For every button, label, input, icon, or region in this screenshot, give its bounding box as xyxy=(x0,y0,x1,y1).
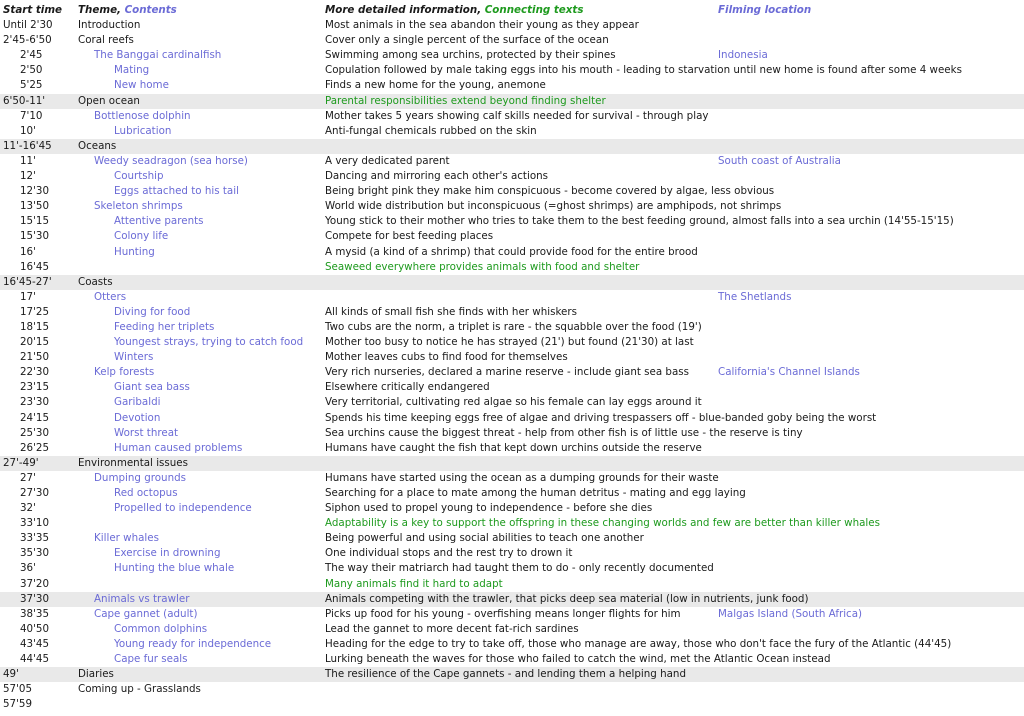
contents-cell: The Banggai cardinalfish xyxy=(94,49,222,62)
contents-cell: Young ready for independence xyxy=(114,637,272,650)
header-connecting: Connecting texts xyxy=(484,4,584,16)
start-time-cell: 15'15 xyxy=(20,215,50,228)
start-time-cell: 5'25 xyxy=(20,79,43,92)
table-row xyxy=(0,637,1024,652)
info-cell: Most animals in the sea abandon their young as they appear xyxy=(325,19,639,32)
table-row xyxy=(0,320,1024,335)
contents-cell: Colony life xyxy=(114,230,169,243)
table-row xyxy=(0,350,1024,365)
contents-cell: Eggs attached to his tail xyxy=(114,185,239,198)
table-row xyxy=(0,290,1024,305)
contents-cell: Red octopus xyxy=(114,487,178,499)
start-time-cell: 57'05 xyxy=(3,683,33,696)
theme-cell: Coasts xyxy=(78,275,113,288)
table-row xyxy=(0,305,1024,320)
start-time-cell: 37'30 xyxy=(20,592,50,605)
contents-cell: Mating xyxy=(114,64,150,77)
info-cell: Spends his time keeping eggs free of algae and driving trespassers off - blue-banded goby being the worst xyxy=(325,411,877,424)
info-cell: World wide distribution but inconspicuous (=ghost shrimps) are amphipods, not shrimps xyxy=(325,200,782,213)
info-cell: Sea urchins cause the biggest threat - help from other fish is of little use - the reserve is tiny xyxy=(325,426,803,439)
table-row xyxy=(0,607,1024,622)
header-location: Filming location xyxy=(718,4,812,16)
start-time-cell: 23'30 xyxy=(20,396,50,409)
table-row xyxy=(0,561,1024,576)
contents-cell: Propelled to independence xyxy=(114,502,252,515)
start-time-cell: 23'15 xyxy=(20,381,50,394)
table-row xyxy=(0,546,1024,561)
table-row xyxy=(0,275,1024,290)
info-cell: Compete for best feeding places xyxy=(325,230,494,243)
connecting-text-cell: Parental responsibilities extend beyond finding shelter xyxy=(325,94,606,107)
start-time-cell: 12'30 xyxy=(20,185,50,198)
start-time-cell: 40'50 xyxy=(20,622,50,635)
table-row xyxy=(0,441,1024,456)
info-cell: Humans have caught the fish that kept down urchins outside the reserve xyxy=(325,441,702,454)
table-row xyxy=(0,139,1024,154)
contents-cell: Youngest strays, trying to catch food xyxy=(114,336,304,349)
table-row xyxy=(0,592,1024,607)
connecting-text-cell: Many animals find it hard to adapt xyxy=(325,577,503,590)
table-row xyxy=(0,33,1024,48)
info-cell: Searching for a place to mate among the human detritus - mating and egg laying xyxy=(325,487,746,499)
contents-cell: Killer whales xyxy=(94,532,159,545)
info-cell: Anti-fungal chemicals rubbed on the skin xyxy=(325,124,537,137)
start-time-cell: 44'45 xyxy=(20,653,50,666)
start-time-cell: 32' xyxy=(20,502,36,515)
contents-cell: Hunting xyxy=(114,245,155,258)
table-row xyxy=(0,516,1024,531)
table-row xyxy=(0,335,1024,350)
contents-cell: Cape gannet (adult) xyxy=(94,607,198,620)
start-time-cell: 15'30 xyxy=(20,230,50,243)
info-cell: Humans have started using the ocean as a dumping grounds for their waste xyxy=(325,471,719,484)
info-cell: All kinds of small fish she finds with her whiskers xyxy=(325,305,577,318)
start-time-cell: 16'45 xyxy=(20,260,50,273)
contents-cell: New home xyxy=(114,79,169,92)
contents-cell: Feeding her triplets xyxy=(114,320,215,333)
header-info-label: More detailed information, xyxy=(325,4,482,16)
info-cell: A very dedicated parent xyxy=(325,154,450,167)
table-row xyxy=(0,365,1024,380)
contents-cell: Hunting the blue whale xyxy=(114,562,235,575)
table-row xyxy=(0,260,1024,275)
table-row xyxy=(0,471,1024,486)
contents-cell: Dumping grounds xyxy=(94,471,187,484)
info-cell: Dancing and mirroring each other's actions xyxy=(325,170,549,183)
table-row xyxy=(0,109,1024,124)
info-cell: Mother takes 5 years showing calf skills needed for survival - through play xyxy=(325,109,709,122)
table-row xyxy=(0,229,1024,244)
start-time-cell: 10' xyxy=(20,124,36,137)
table-row xyxy=(0,78,1024,93)
start-time-cell: 33'35 xyxy=(20,532,50,545)
filming-location-cell: Indonesia xyxy=(718,49,768,62)
filming-location-cell: California's Channel Islands xyxy=(718,366,860,379)
start-time-cell: 24'15 xyxy=(20,411,50,424)
info-cell: A mysid (a kind of a shrimp) that could provide food for the entire brood xyxy=(325,245,698,258)
table-row xyxy=(0,380,1024,395)
table-row xyxy=(0,667,1024,682)
table-row xyxy=(0,154,1024,169)
start-time-cell: 33'10 xyxy=(20,517,50,530)
header-theme-label: Theme, xyxy=(78,4,121,16)
start-time-cell: 21'50 xyxy=(20,351,50,364)
theme-cell: Introduction xyxy=(78,19,141,32)
info-cell: Elsewhere critically endangered xyxy=(325,381,490,394)
table-row xyxy=(0,214,1024,229)
start-time-cell: 2'50 xyxy=(20,64,43,77)
theme-cell: Oceans xyxy=(78,139,117,152)
contents-cell: Devotion xyxy=(114,411,161,424)
info-cell: Being powerful and using social abilities to teach one another xyxy=(325,532,644,545)
contents-cell: Courtship xyxy=(114,170,164,183)
info-cell: Lead the gannet to more decent fat-rich sardines xyxy=(325,622,579,635)
filming-location-cell: Malgas Island (South Africa) xyxy=(718,607,863,620)
theme-cell: Environmental issues xyxy=(78,456,189,469)
contents-cell: Kelp forests xyxy=(94,366,155,379)
start-time-cell: 38'35 xyxy=(20,607,50,620)
table-row xyxy=(0,426,1024,441)
theme-cell: Coral reefs xyxy=(78,34,134,47)
start-time-cell: 27'30 xyxy=(20,487,50,499)
contents-cell: Attentive parents xyxy=(114,215,204,228)
info-cell: Being bright pink they make him conspicuous - become covered by algae, less obvious xyxy=(325,185,775,198)
contents-cell: Cape fur seals xyxy=(114,653,188,666)
info-cell: Picks up food for his young - overfishing means longer flights for him xyxy=(325,607,681,620)
info-cell: The resilience of the Cape gannets - and lending them a helping hand xyxy=(325,668,686,681)
table-row xyxy=(0,124,1024,139)
start-time-cell: 12' xyxy=(20,170,36,183)
info-cell: Mother too busy to notice he has strayed (21') but found (21'30) at last xyxy=(325,336,694,349)
info-cell: Heading for the edge to try to take off, those who manage are away, those who don't face the fury of the Atlantic (44'45) xyxy=(325,637,952,650)
start-time-cell: Until 2'30 xyxy=(3,19,53,32)
connecting-text-cell: Adaptability is a key to support the offspring in these changing worlds and few are better than killer whales xyxy=(325,517,880,530)
table-row xyxy=(0,48,1024,63)
table-row xyxy=(0,486,1024,501)
header-info xyxy=(325,3,1015,18)
start-time-cell: 49' xyxy=(3,668,19,681)
theme-cell: Open ocean xyxy=(78,94,140,107)
table-row xyxy=(0,184,1024,199)
contents-cell: Worst threat xyxy=(114,426,179,439)
info-cell: Mother leaves cubs to find food for themselves xyxy=(325,351,568,364)
start-time-cell: 17'25 xyxy=(20,305,50,318)
table-row xyxy=(0,577,1024,592)
table-body xyxy=(0,18,1024,712)
header-row xyxy=(0,3,1024,18)
theme-cell: Diaries xyxy=(78,668,114,681)
contents-cell: Giant sea bass xyxy=(114,381,190,394)
info-cell: Very territorial, cultivating red algae so his female can lay eggs around it xyxy=(325,396,702,409)
filming-location-cell: The Shetlands xyxy=(718,290,792,303)
connecting-text-cell: Seaweed everywhere provides animals with food and shelter xyxy=(325,260,640,273)
start-time-cell: 27'-49' xyxy=(3,456,39,469)
start-time-cell: 2'45-6'50 xyxy=(3,34,52,47)
info-cell: The way their matriarch had taught them to do - only recently documented xyxy=(325,562,714,575)
start-time-cell: 11' xyxy=(20,154,36,167)
start-time-cell: 26'25 xyxy=(20,441,50,454)
info-cell: Copulation followed by male taking eggs into his mouth - leading to starvation until new home is found after some 4 weeks xyxy=(325,64,962,77)
contents-cell: Skeleton shrimps xyxy=(94,200,183,213)
info-cell: Finds a new home for the young, anemone xyxy=(325,79,546,92)
info-cell: Animals competing with the trawler, that picks deep sea material (low in nutrients, junk food) xyxy=(325,592,809,605)
header-contents: Contents xyxy=(124,4,177,16)
contents-cell: Exercise in drowning xyxy=(114,547,221,560)
table-row xyxy=(0,456,1024,471)
start-time-cell: 2'45 xyxy=(20,49,43,62)
table-row xyxy=(0,652,1024,667)
contents-cell: Common dolphins xyxy=(114,622,208,635)
start-time-cell: 57'59 xyxy=(3,698,33,711)
start-time-cell: 35'30 xyxy=(20,547,50,560)
table-row xyxy=(0,531,1024,546)
info-cell: Swimming among sea urchins, protected by their spines xyxy=(325,49,616,62)
start-time-cell: 22'30 xyxy=(20,366,50,379)
info-cell: Two cubs are the norm, a triplet is rare - the squabble over the food (19') xyxy=(325,320,702,333)
contents-cell: Winters xyxy=(114,351,154,364)
theme-cell: Coming up - Grasslands xyxy=(78,683,201,696)
filming-location-cell: South coast of Australia xyxy=(718,154,841,167)
table-row xyxy=(0,94,1024,109)
header-theme xyxy=(78,3,323,18)
contents-cell: Lubrication xyxy=(114,124,172,137)
start-time-cell: 36' xyxy=(20,562,36,575)
start-time-cell: 16'45-27' xyxy=(3,275,52,288)
start-time-cell: 18'15 xyxy=(20,320,50,333)
contents-cell: Animals vs trawler xyxy=(94,592,190,605)
info-cell: Very rich nurseries, declared a marine reserve - include giant sea bass xyxy=(325,366,690,379)
header-start-time: Start time xyxy=(3,4,63,16)
start-time-cell: 37'20 xyxy=(20,577,50,590)
start-time-cell: 11'-16'45 xyxy=(3,139,52,152)
table-row xyxy=(0,245,1024,260)
start-time-cell: 43'45 xyxy=(20,637,50,650)
table-row xyxy=(0,682,1024,697)
table-row xyxy=(0,169,1024,184)
contents-cell: Garibaldi xyxy=(114,396,161,409)
start-time-cell: 20'15 xyxy=(20,336,50,349)
table-row xyxy=(0,199,1024,214)
info-cell: Lurking beneath the waves for those who failed to catch the wind, met the Atlantic Ocean instead xyxy=(325,653,831,666)
start-time-cell: 25'30 xyxy=(20,426,50,439)
table-row xyxy=(0,18,1024,33)
info-cell: Young stick to their mother who tries to take them to the best feeding ground, almost falls into a sea urchin (14'55-15'15) xyxy=(325,215,954,228)
start-time-cell: 27' xyxy=(20,471,36,484)
table-row xyxy=(0,501,1024,516)
contents-cell: Bottlenose dolphin xyxy=(94,109,191,122)
table-row xyxy=(0,411,1024,426)
table-row xyxy=(0,395,1024,410)
start-time-cell: 16' xyxy=(20,245,36,258)
start-time-cell: 13'50 xyxy=(20,200,50,213)
table-row xyxy=(0,697,1024,712)
start-time-cell: 6'50-11' xyxy=(3,94,46,107)
contents-cell: Diving for food xyxy=(114,305,191,318)
start-time-cell: 17' xyxy=(20,290,36,303)
info-cell: Siphon used to propel young to independence - before she dies xyxy=(325,502,653,515)
contents-cell: Human caused problems xyxy=(114,441,243,454)
table-row xyxy=(0,63,1024,78)
table-row xyxy=(0,622,1024,637)
info-cell: One individual stops and the rest try to drown it xyxy=(325,547,573,560)
contents-cell: Weedy seadragon (sea horse) xyxy=(94,154,248,167)
start-time-cell: 7'10 xyxy=(20,109,43,122)
info-cell: Cover only a single percent of the surface of the ocean xyxy=(325,34,609,47)
contents-cell: Otters xyxy=(94,290,127,303)
